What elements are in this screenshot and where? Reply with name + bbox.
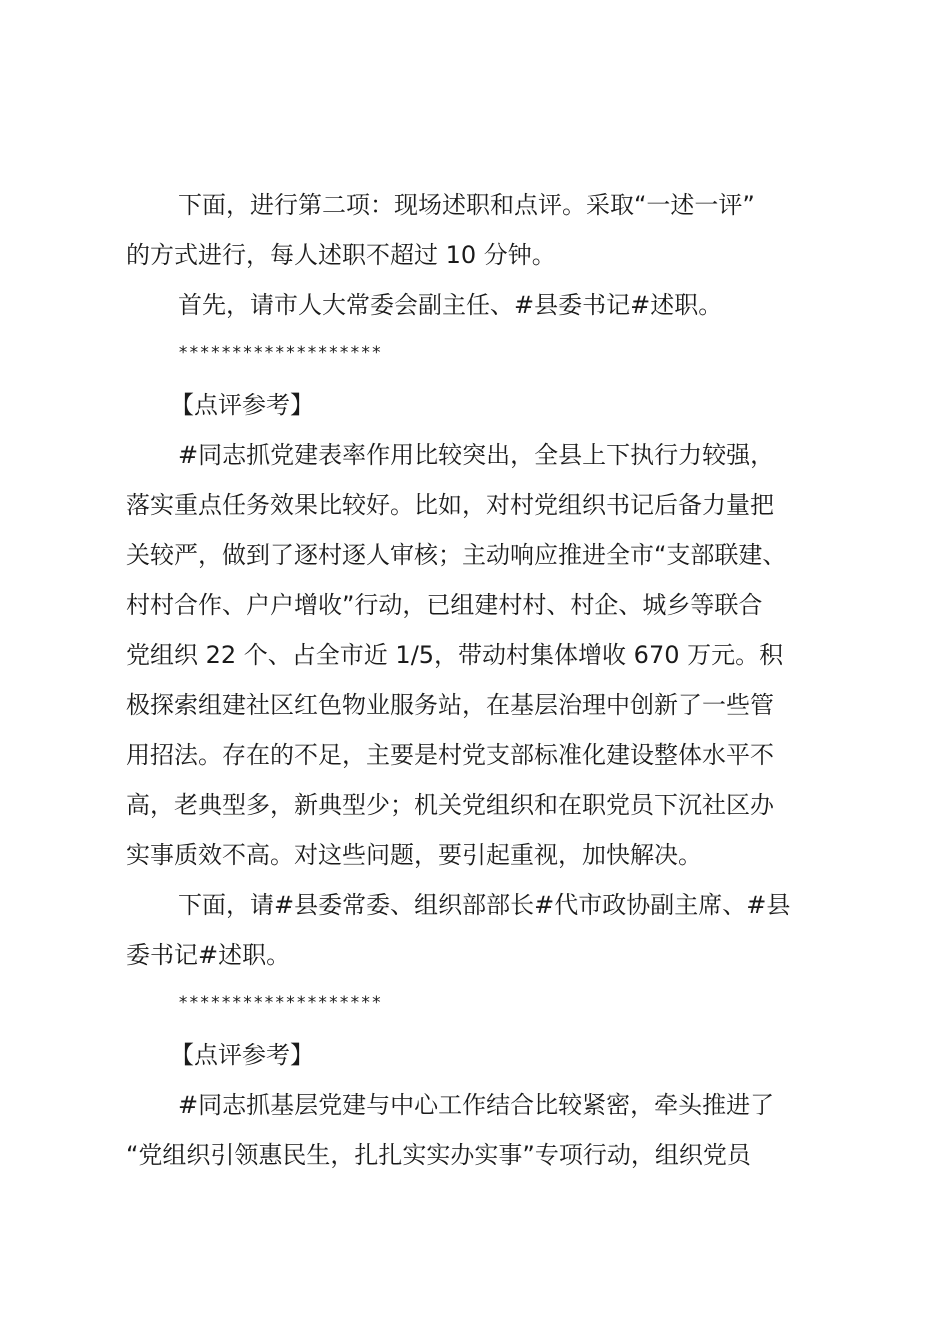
intro-line-1: 下面，进行第二项：现场述职和点评。采取“一述一评” (178, 191, 755, 219)
intro-line-2: 的方式进行，每人述职不超过 10 分钟。 (126, 241, 556, 269)
comment-1-line-2: 落实重点任务效果比较好。比如，对村党组织书记后备力量把 (126, 491, 774, 519)
comment-1-line-6: 极探索组建社区红色物业服务站，在基层治理中创新了一些管 (126, 691, 774, 719)
comment-1-line-4: 村村合作、户户增收”行动，已组建村村、村企、城乡等联合 (126, 591, 763, 619)
comment-1-line-9: 实事质效不高。对这些问题，要引起重视，加快解决。 (126, 841, 702, 869)
comment-heading-1: 【点评参考】 (170, 391, 314, 419)
separator-2: ******************* (178, 993, 382, 1013)
comment-2-line-1: #同志抓基层党建与中心工作结合比较紧密，牵头推进了 (178, 1091, 775, 1119)
comment-1-line-3: 关较严，做到了逐村逐人审核；主动响应推进全市“支部联建、 (126, 541, 787, 569)
second-call-line-2: 委书记#述职。 (126, 941, 291, 969)
comment-1-line-5: 党组织 22 个、占全市近 1/5，带动村集体增收 670 万元。积 (126, 641, 784, 669)
separator-1: ******************* (178, 343, 382, 363)
comment-1-line-1: #同志抓党建表率作用比较突出，全县上下执行力较强， (178, 441, 775, 469)
comment-2-line-2: “党组织引领惠民生，扎扎实实办实事”专项行动，组织党员 (126, 1141, 751, 1169)
comment-1-line-8: 高，老典型多，新典型少；机关党组织和在职党员下沉社区办 (126, 791, 774, 819)
second-call-line-1: 下面，请#县委常委、组织部部长#代市政协副主席、#县 (178, 891, 791, 919)
first-call-line: 首先，请市人大常委会副主任、#县委书记#述职。 (178, 291, 723, 319)
comment-1-line-7: 用招法。存在的不足，主要是村党支部标准化建设整体水平不 (126, 741, 774, 769)
comment-heading-2: 【点评参考】 (170, 1041, 314, 1069)
